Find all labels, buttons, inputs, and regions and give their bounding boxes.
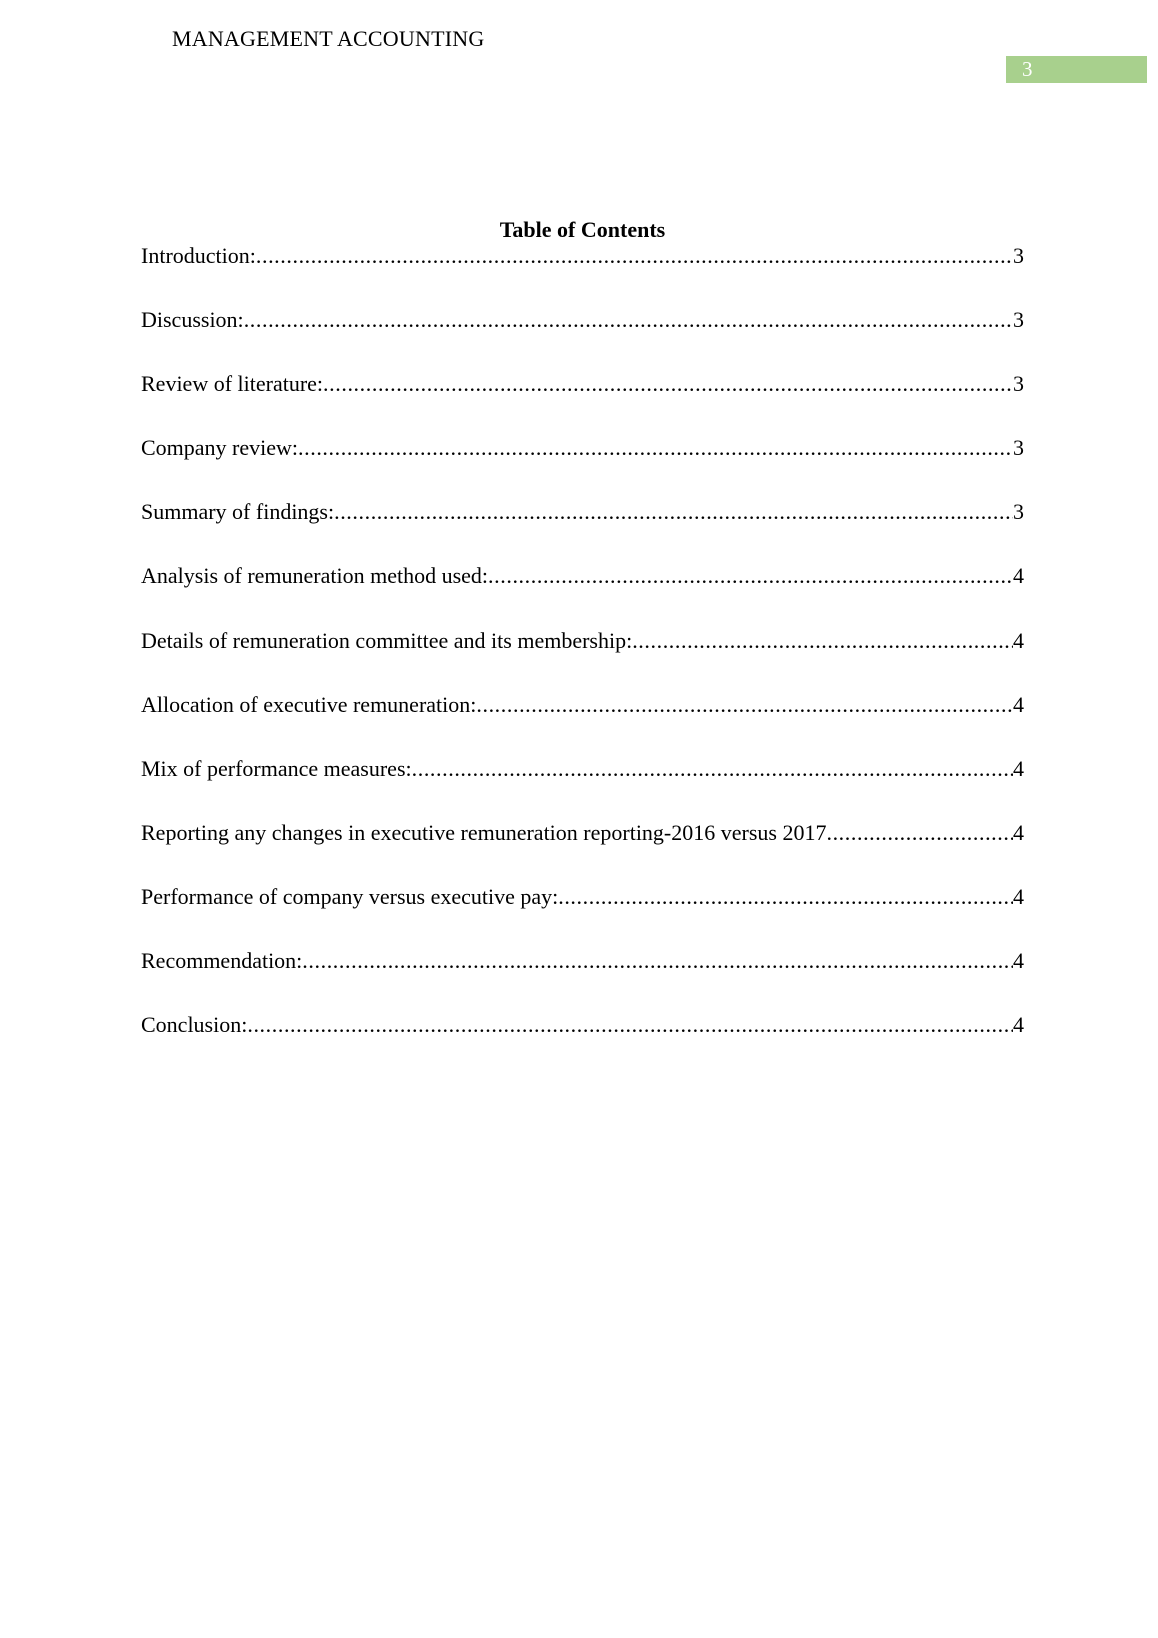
toc-entry-reporting-changes[interactable] [141,820,1024,846]
toc-list [141,243,1024,1038]
toc-entry-label: Review of literature: [141,371,324,397]
toc-entry-label: Recommendation: [141,948,303,974]
toc-entry-performance-vs-pay[interactable] [141,884,1024,910]
toc-dot-leader [476,692,1013,718]
toc-entry-label: Reporting any changes in executive remuneration reporting-2016 versus 2017 [141,819,827,845]
toc-entry-label: Mix of performance measures: [141,755,412,781]
toc-entry-page: 4 [1013,883,1024,909]
toc-entry-remuneration-committee[interactable] [141,628,1024,654]
toc-title: Table of Contents [499,217,666,242]
toc-entry-recommendation[interactable] [141,948,1024,974]
toc-entry-discussion[interactable] [141,307,1024,333]
toc-entry-page: 4 [1013,563,1024,589]
toc-entry-page: 4 [1013,1012,1024,1038]
toc-entry-page: 3 [1013,435,1024,461]
toc-entry-allocation-of-remuneration[interactable] [141,692,1024,718]
toc-entry-label: Summary of findings: [141,499,335,525]
page-number-badge [1006,56,1147,83]
toc-entry-label: Conclusion: [141,1012,248,1038]
toc-entry-page: 4 [1013,755,1024,781]
toc-entry-summary-of-findings[interactable] [141,499,1024,525]
running-header-title: MANAGEMENT ACCOUNTING [172,26,485,51]
toc-entry-page: 3 [1013,307,1024,333]
toc-dot-leader [488,563,1013,589]
toc-dot-leader [256,243,1013,269]
toc-entry-label: Analysis of remuneration method used: [141,563,489,589]
toc-entry-analysis-of-remuneration[interactable] [141,563,1024,589]
toc-dot-leader [323,371,1013,397]
toc-dot-leader [247,1012,1013,1038]
toc-entry-page: 4 [1013,691,1024,717]
page-number: 3 [1022,57,1033,81]
toc-dot-leader [334,499,1013,525]
toc-dot-leader [298,435,1013,461]
toc-dot-leader [558,884,1013,910]
toc-dot-leader [244,307,1013,333]
table-of-contents [141,217,1024,1076]
toc-entry-label: Allocation of executive remuneration: [141,691,477,717]
toc-entry-performance-measures[interactable] [141,756,1024,782]
toc-entry-page: 3 [1013,243,1024,268]
toc-entry-conclusion[interactable] [141,1012,1024,1038]
toc-entry-page: 4 [1013,819,1024,845]
toc-entry-label: Discussion: [141,307,244,333]
toc-entry-label: Company review: [141,435,299,461]
toc-dot-leader [632,628,1013,654]
toc-entry-label: Introduction: [141,243,256,268]
toc-entry-label: Performance of company versus executive pay: [141,883,559,909]
toc-entry-page: 3 [1013,371,1024,397]
toc-entry-company-review[interactable] [141,435,1024,461]
toc-entry-page: 4 [1013,948,1024,974]
toc-dot-leader [826,820,1013,846]
toc-dot-leader [412,756,1013,782]
toc-entry-introduction[interactable] [141,243,1024,269]
toc-entry-page: 3 [1013,499,1024,525]
toc-dot-leader [302,948,1013,974]
toc-entry-label: Details of remuneration committee and its membership: [141,627,633,653]
toc-entry-review-of-literature[interactable] [141,371,1024,397]
toc-entry-page: 4 [1013,627,1024,653]
